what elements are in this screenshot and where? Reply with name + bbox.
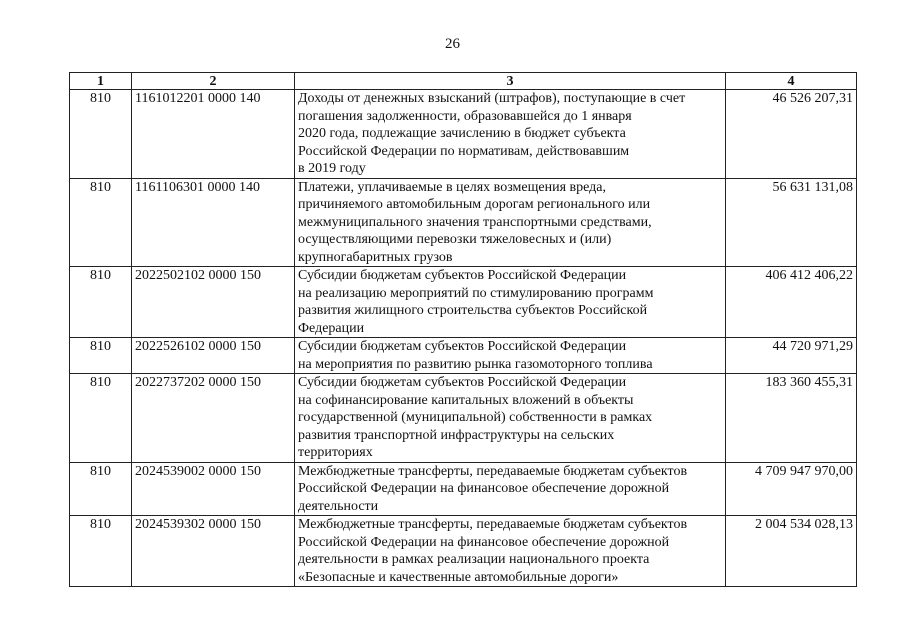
table-row	[70, 462, 857, 516]
revenue-table	[69, 72, 857, 587]
description-line: 2020 года, подлежащие зачислению в бюджет субъекта	[298, 126, 626, 141]
table-row	[70, 338, 857, 374]
description-line: деятельности	[298, 498, 379, 514]
admin-code-cell: 810	[70, 338, 132, 374]
description-line: Доходы от денежных взысканий (штрафов), поступающие в счет	[298, 91, 686, 106]
page-number: 26	[445, 36, 460, 52]
description-cell	[295, 338, 726, 374]
description-line: территориях	[298, 445, 373, 460]
amount-cell: 2 004 534 028,13	[726, 516, 857, 587]
description-line: «Безопасные и качественные автомобильные дороги»	[298, 569, 619, 585]
budget-code-cell: 1161106301 0000 140	[132, 178, 295, 267]
budget-code-cell: 2024539002 0000 150	[132, 462, 295, 516]
description-line: на софинансирование капитальных вложений в объекты	[298, 392, 634, 408]
description-line: развития транспортной инфраструктуры на сельских	[298, 427, 615, 443]
admin-code-cell: 810	[70, 178, 132, 267]
description-line: Субсидии бюджетам субъектов Российской Федерации	[298, 339, 627, 354]
amount-cell: 44 720 971,29	[726, 338, 857, 374]
description-line: Субсидии бюджетам субъектов Российской Федерации	[298, 375, 627, 390]
description-line: деятельности в рамках реализации национального проекта	[298, 552, 650, 567]
description-cell	[295, 178, 726, 267]
column-header-2: 2	[132, 73, 295, 90]
description-line: в 2019 году	[298, 161, 366, 176]
description-cell	[295, 90, 726, 179]
admin-code-cell: 810	[70, 374, 132, 463]
table-header-row	[70, 73, 857, 90]
description-line: межмуниципального значения транспортными средствами,	[298, 214, 652, 230]
description-cell	[295, 516, 726, 587]
description-line: осуществляющими перевозки тяжеловесных и (или)	[298, 232, 612, 247]
description-line: Российской Федерации по нормативам, действовавшим	[298, 143, 630, 159]
description-line: на реализацию мероприятий по стимулированию программ	[298, 285, 654, 301]
amount-cell: 46 526 207,31	[726, 90, 857, 179]
budget-code-cell: 2024539302 0000 150	[132, 516, 295, 587]
description-cell	[295, 267, 726, 338]
description-line: погашения задолженности, образовавшейся до 1 января	[298, 108, 632, 124]
description-line: крупногабаритных грузов	[298, 249, 453, 265]
description-line: Российской Федерации на финансовое обеспечение дорожной	[298, 534, 670, 550]
admin-code-cell: 810	[70, 90, 132, 179]
description-line: Субсидии бюджетам субъектов Российской Федерации	[298, 268, 627, 283]
budget-code-cell: 1161012201 0000 140	[132, 90, 295, 179]
admin-code-cell: 810	[70, 267, 132, 338]
amount-cell: 56 631 131,08	[726, 178, 857, 267]
description-line: Межбюджетные трансферты, передаваемые бюджетам субъектов	[298, 517, 688, 532]
description-line: на мероприятия по развитию рынка газомоторного топлива	[298, 356, 653, 372]
description-cell	[295, 462, 726, 516]
admin-code-cell: 810	[70, 462, 132, 516]
description-line: развития жилищного строительства субъектов Российской	[298, 303, 648, 318]
budget-code-cell: 2022502102 0000 150	[132, 267, 295, 338]
description-line: государственной (муниципальной) собственности в рамках	[298, 410, 653, 425]
amount-cell: 183 360 455,31	[726, 374, 857, 463]
description-cell	[295, 374, 726, 463]
description-line: Российской Федерации на финансовое обеспечение дорожной	[298, 481, 670, 496]
table-row	[70, 516, 857, 587]
column-header-3: 3	[295, 73, 726, 90]
column-header-1: 1	[70, 73, 132, 90]
budget-code-cell: 2022737202 0000 150	[132, 374, 295, 463]
table-row	[70, 90, 857, 179]
table-row	[70, 178, 857, 267]
budget-code-cell: 2022526102 0000 150	[132, 338, 295, 374]
description-line: причиняемого автомобильным дорогам регионального или	[298, 197, 651, 212]
table-row	[70, 374, 857, 463]
description-line: Платежи, уплачиваемые в целях возмещения вреда,	[298, 179, 606, 195]
description-line: Межбюджетные трансферты, передаваемые бюджетам субъектов	[298, 463, 688, 479]
amount-cell: 406 412 406,22	[726, 267, 857, 338]
column-header-4: 4	[726, 73, 857, 90]
description-line: Федерации	[298, 320, 365, 336]
table-row	[70, 267, 857, 338]
admin-code-cell: 810	[70, 516, 132, 587]
amount-cell: 4 709 947 970,00	[726, 462, 857, 516]
